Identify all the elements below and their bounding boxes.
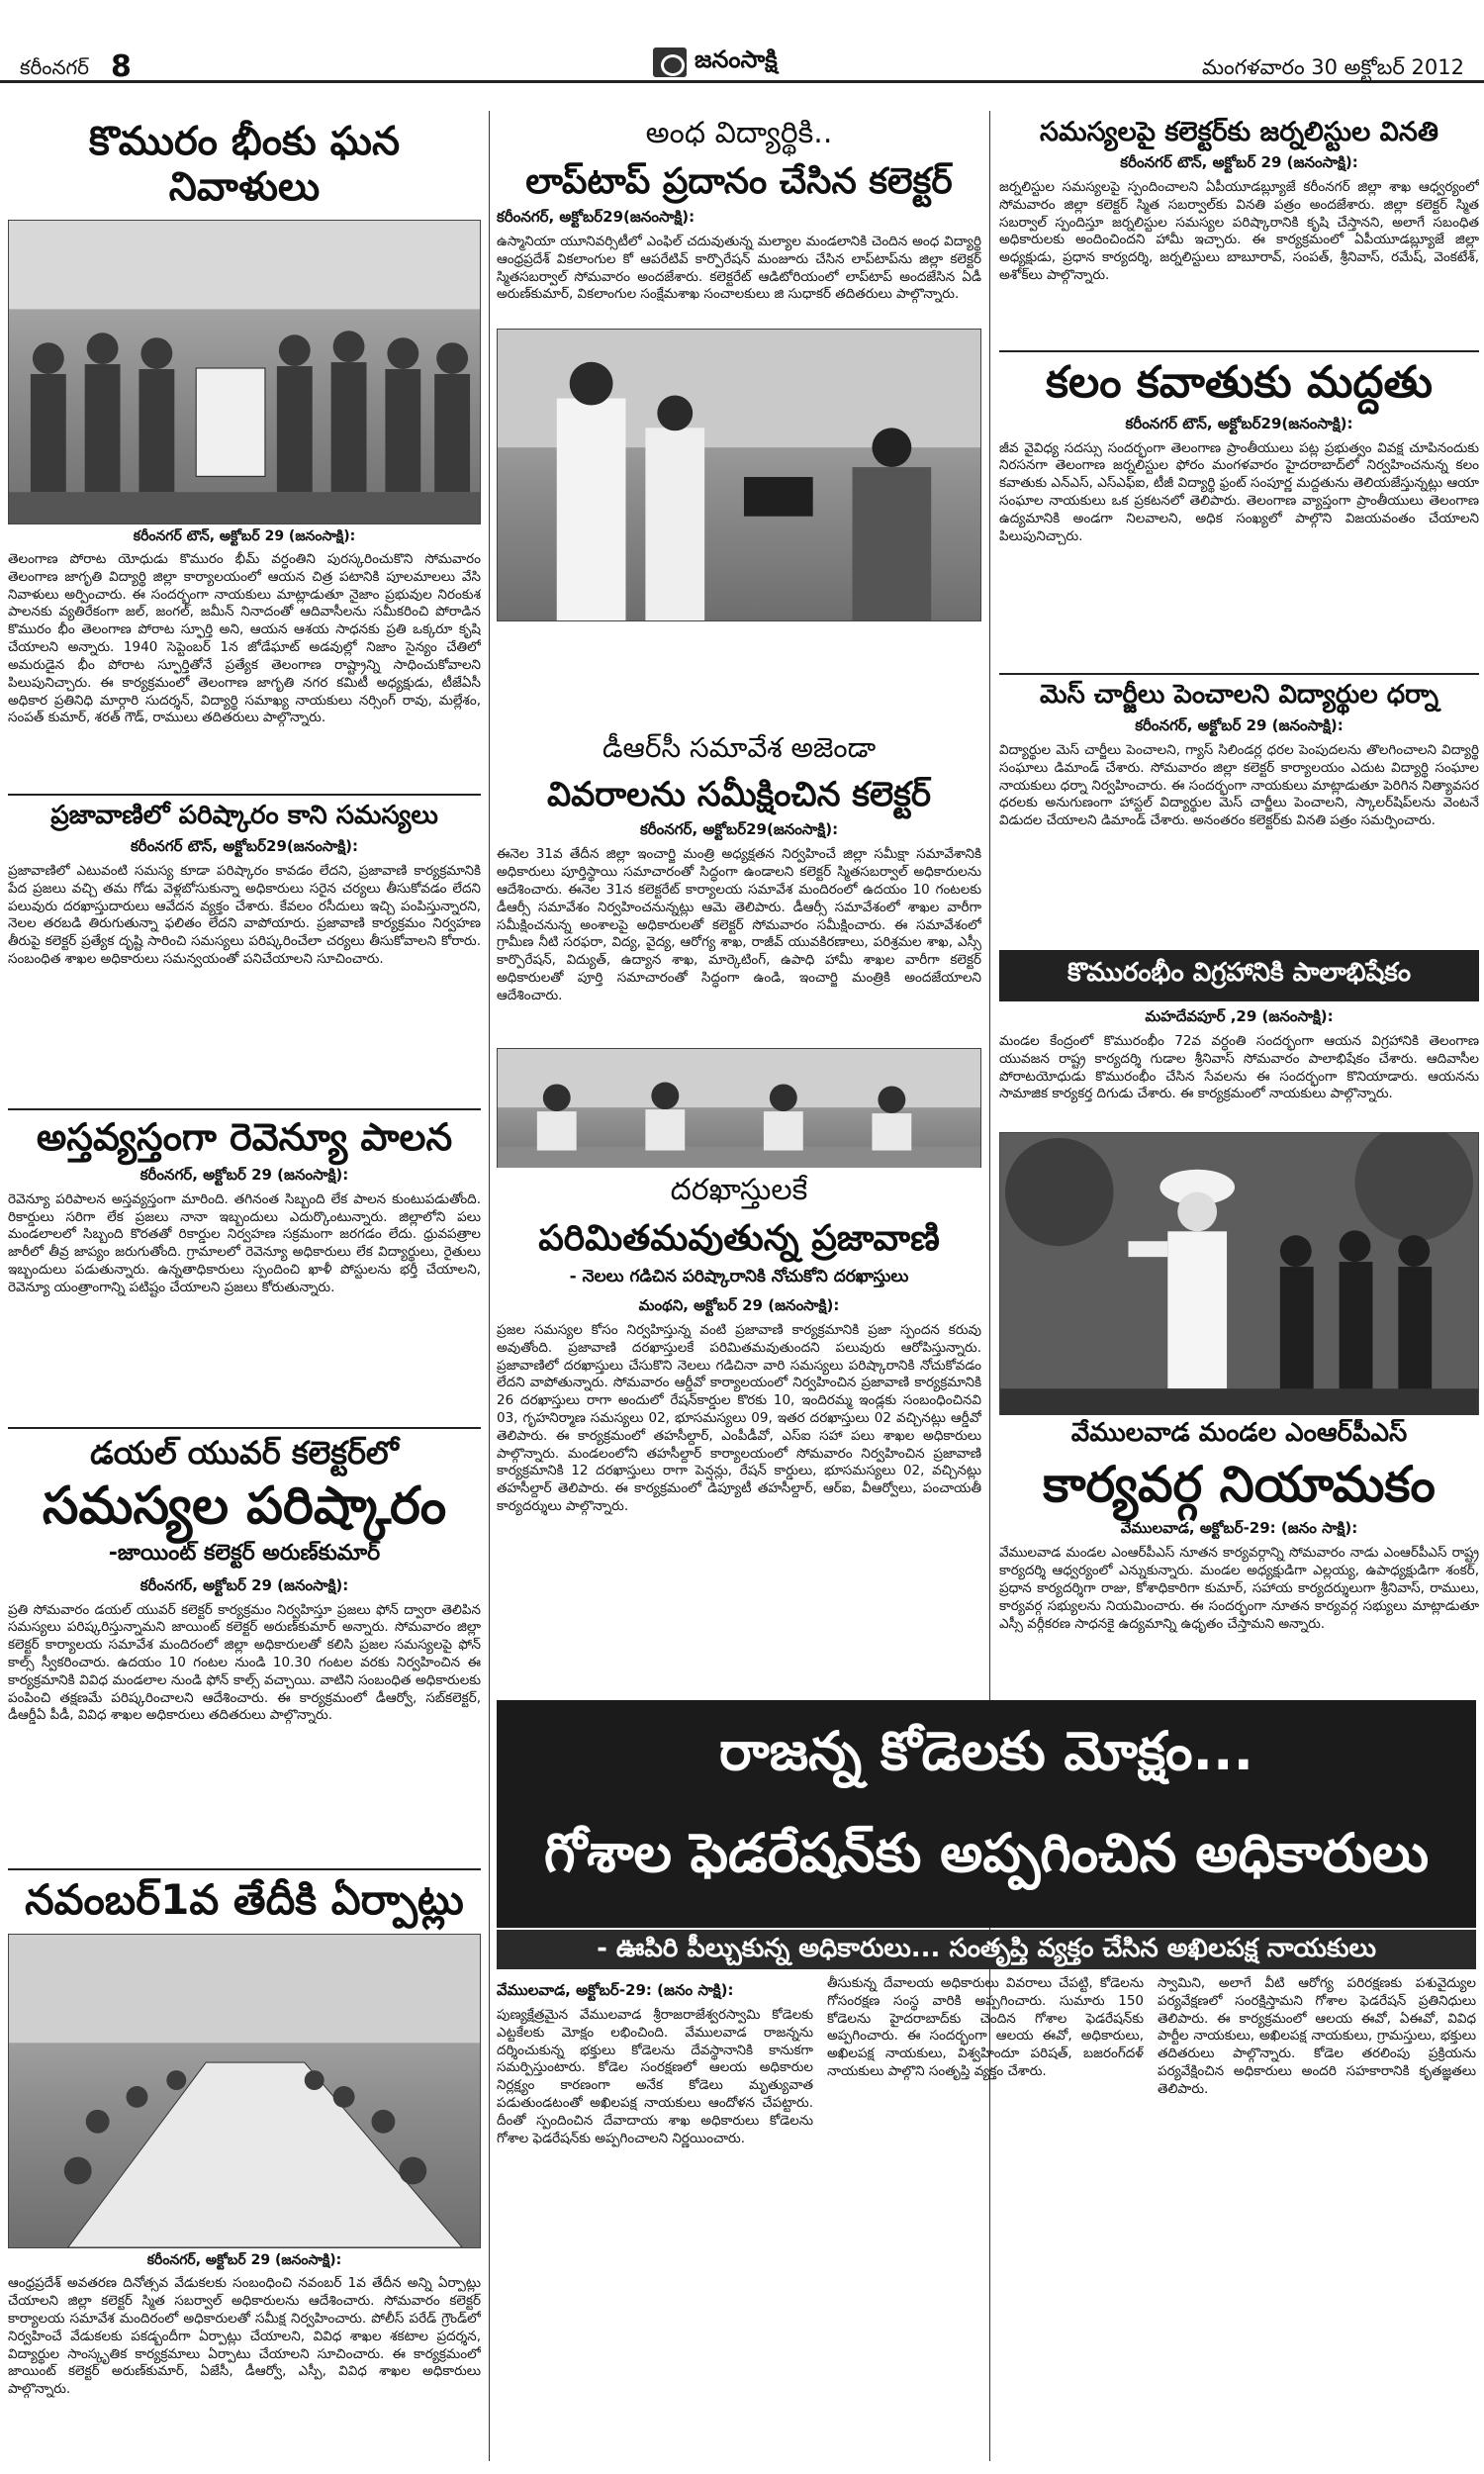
- dateline: మహదేవపూర్ ,29 (జనంసాక్షి):: [1145, 1007, 1334, 1025]
- article-body: జర్నలిస్టుల సమస్యలపై స్పందించాలని ఏపీయూడబ్ల్యూజే కరీంనగర్ జిల్లా శాఖ ఆధ్వర్యంలో సోమవారం జిల్లా కలెక్టర్ స్మిత సబర్వాల్‌కు వినతి పత్రం అందజేశారు. జిల్లా కలెక్టర్ స్మిత సబర్వాల్ స్పందిస్తూ జర్నలిస్టుల సమస్యల పరిష్కారానికి కృషి చేస్తానని, అలాగే సబంధిత అధికారులకు అందించిందని హామీ ఇచ్చారు. ఈ కార్యక్రమంలో ఏపీయూడబ్ల్యూజే జిల్లా అధ్యక్షుడు, ప్రధాన కార్యదర్శి, జర్నలిస్టులు బాబూరావ్, సంపత్, శ్రీనివాస్, రమేష్, వెంకటేశ్, అశోక్‌లు పాల్గొన్నారు.: [999, 179, 1479, 284]
- article-byline: -జాయింట్ కలెక్టర్ అరుణ్‌కుమార్: [108, 1540, 381, 1566]
- photo-drc-meeting: [497, 1048, 981, 1168]
- article-body: తీసుకున్న దేవాలయ అధికారులు వివరాలు చేపట్టి, కోడెలను గోసంరక్షణ సంస్థ వారికి అప్పగించారు. సుమారు 150 కోడెలను హైదరాబాద్‌కు చెందిన గోశాల ఫెడరేషన్‌కు అప్పగించారు. ఈ సందర్భంగా ఆలయ ఈవో, అధికారులు, అఖిలపక్ష నాయకులు, విశ్వహిందూ పరిషత్, బజరంగ్‌దళ్ నాయకులు పాల్గొని సంతృప్తి వ్యక్తం చేశారు.: [827, 1975, 1144, 2080]
- article-laptop: [497, 117, 981, 730]
- issue-date: మంగళవారం 30 అక్టోబర్ 2012: [1201, 55, 1464, 79]
- section-rule: [8, 1108, 481, 1110]
- banner-column-3: [1158, 1975, 1476, 2460]
- photo-caption: కరీంనగర్ టౌన్, అక్టోబర్ 29 (జనంసాక్షి):: [133, 528, 356, 544]
- article-title: సమస్యలపై కలెక్టర్‌కు జర్నలిస్టుల వినతి: [1040, 117, 1438, 147]
- section-rule: [8, 1868, 481, 1870]
- section-rule: [999, 673, 1479, 675]
- article-body: విద్యార్థుల మెస్ చార్జీలు పెంచాలని, గ్యాస్ సిలిండర్ల ధరల పెంపుదలను తొలగించాలని విద్యార్థి సంఘాలు డిమాండ్ చేశారు. సోమవారం జిల్లా కలెక్టర్ కార్యాలయం ఎదుట విద్యార్థి సంఘాల నాయకులు ధర్నా నిర్వహించారు. ఈ సందర్భంగా నాయకులు మాట్లాడుతూ పెరిగిన నిత్యావసర ధరలకు అనుగుణంగా హాస్టల్ విద్యార్థుల మెస్ చార్జీలు పెంచాలని, స్కాలర్‌షిప్‌లను వెంటనే విడుదల చేయాలని డిమాండ్ చేశారు. అనంతరం కలెక్టర్‌కు వినతి పత్రం సమర్పించారు.: [999, 741, 1479, 829]
- dateline: కరీంనగర్, అక్టోబర్ 29 (జనంసాక్షి):: [1135, 715, 1344, 734]
- photo-caption: కరీంనగర్, అక్టోబర్ 29 (జనంసాక్షి):: [146, 2252, 342, 2269]
- dateline: కరీంనగర్, అక్టోబర్ 29 (జనంసాక్షి):: [139, 1165, 349, 1184]
- article-body: పుణ్యక్షేత్రమైన వేములవాడ శ్రీరాజరాజేశ్వరస్వామి కోడెలకు ఎట్టకేలకు మోక్షం లభించింది. వేములవాడ రాజన్నను దర్శించుకున్న భక్తులు కోడెలను దేవస్థానానికి కానుకగా సమర్పిస్తుంటారు. కోడెల సంరక్షణలో ఆలయ అధికారుల నిర్లక్ష్యం కారణంగా అనేక కోడెలు మృత్యువాత పడుతుండటంతో అఖిలపక్ష నాయకులు ఆందోళన చేపట్టారు. దీంతో స్పందించిన దేవాదాయ శాఖ అధికారులు కోడెలను గోశాల ఫెడరేషన్‌కు అప్పగించాలని నిర్ణయించారు.: [497, 2007, 813, 2146]
- article-title: కొమురం భీంకు ఘన నివాళులు: [88, 119, 401, 210]
- page-number: 8: [111, 49, 132, 84]
- article-revenue: [8, 1112, 481, 1429]
- article-title-line1: డయల్ యువర్ కలెక్టర్‌లో: [90, 1434, 399, 1472]
- article-title-line1: వేములవాడ మండల ఎంఆర్‌పీఎస్: [1070, 1419, 1408, 1448]
- article-dial-your-collector: [8, 1431, 481, 1866]
- section-rule: [8, 1427, 481, 1429]
- article-body: ఈనెల 31వ తేదీన జిల్లా ఇంచార్జి మంత్రి అధ్యక్షతన నిర్వహించే జిల్లా సమీక్షా సమావేశానికి అధికారులు పూర్తిస్థాయి సమాచారంతో సిద్ధంగా ఉండాలని కలెక్టర్ స్మితసబర్వాల్ అధికారులను ఆదేశించారు. ఈనెల 31న కలెక్టరేట్ కార్యాలయ సమావేశ మందిరంలో ఉదయం 10 గంటలకు డీఆర్సీ సమావేశం నిర్వహించనున్నట్లు ఆమె తెలిపారు. డీఆర్సీ సమావేశంలో శాఖల వారీగా సమీక్షించనున్న అంశాలపై అధికారులతో కలెక్టర్ సోమవారం సమీక్షించారు. ఈ సమావేశంలో గ్రామీణ నీటి సరఫరా, విద్య, వైద్య, ఆరోగ్య శాఖ, రాజీవ్ యువకిరణాలు, పరిశ్రమల శాఖ, ఎస్సీ కార్పొరేషన్, విద్యుత్, ఉద్యాన శాఖ, మార్కెటింగ్, ఉపాధి హామీ శాఖల వారీగా కలెక్టర్ అధికారులతో పూర్తి సమాచారంతో సిద్ధంగా ఉండి, ఇంచార్జి మంత్రికి అందజేయాలని ఆదేశించారు.: [497, 846, 981, 1003]
- dateline: కరీంనగర్ టౌన్, అక్టోబర్29(జనంసాక్షి):: [130, 836, 359, 855]
- article-body: మండల కేంద్రంలో కొమురంభీం 72వ వర్ధంతి సందర్భంగా ఆయన విగ్రహానికి తెలంగాణ యువజన రాష్ట్ర కార్యదర్శి గుడాల శ్రీనివాస్ సోమవారం పాలాభిషేకం చేశారు. ఆదివాసీల పోరాటయోధుడు కొమురంభీం చేసిన సేవలను ఈ సందర్భంగా కొనియాడారు. ఆయనను సామాజిక కార్యకర్త దిగుడు చేశారు. ఈ కార్యక్రమంలో నాయకులు పాల్గొన్నారు.: [999, 1033, 1479, 1102]
- dateline: వేములవాడ, అక్టోబర్-29: (జనం సాక్షి):: [497, 1981, 734, 1999]
- dateline: కరీంనగర్ టౌన్, అక్టోబర్29(జనంసాక్షి):: [1125, 414, 1353, 432]
- article-title: ప్రజావాణిలో పరిష్కారం కాని సమస్యలు: [50, 801, 438, 830]
- article-title-line1: డీఆర్‌సీ సమావేశ అజెండా: [602, 732, 877, 764]
- article-body: స్వామిని, అలాగే వీటి ఆరోగ్య పరిరక్షణకు పశువైద్యుల పర్యవేక్షణలో సంరక్షిస్తామని గోశాల ఫెడరేషన్ ప్రతినిధులు తెలిపారు. ఈ కార్యక్రమంలో ఆలయ ఈవో, ఏఈవో, వివిధ పార్టీల నాయకులు, అఖిలపక్ష నాయకులు, గ్రామస్తులు, భక్తులు తదితరులు పాల్గొన్నారు. కోడెల తరలింపు ప్రక్రియను పర్యవేక్షించిన అధికారులు అందరి సహకారానికి కృతజ్ఞతలు తెలిపారు.: [1158, 1975, 1476, 2097]
- dateline: మంథని, అక్టోబర్ 29 (జనంసాక్షి):: [638, 1295, 840, 1314]
- article-title-line2: వివరాలను సమీక్షించిన కలెక్టర్: [546, 775, 932, 815]
- photo-laptop-handover: [497, 329, 981, 621]
- article-title: మెస్ చార్జీలు పెంచాలని విద్యార్థుల ధర్నా: [1039, 680, 1439, 710]
- banner-subtitle: - ఊపిరి పీల్చుకున్న అధికారులు... సంతృప్తి వ్యక్తం చేసిన అఖిలపక్ష నాయకులు: [497, 1930, 1476, 1969]
- article-title-line2: కార్యవర్గ నియామకం: [1043, 1455, 1436, 1513]
- dateline: కరీంనగర్, అక్టోబర్29(జనంసాక్షి):: [497, 207, 696, 226]
- photo-laptop-icon: [498, 330, 980, 620]
- article-drc: [497, 732, 981, 1168]
- article-prajavani-limited: [497, 1174, 981, 1783]
- article-body: ఆంధ్రప్రదేశ్ అవతరణ దినోత్సవ వేడుకలకు సంబంధించి నవంబర్ 1వ తేదీన అన్ని ఏర్పాట్లు చేయాలని జిల్లా కలెక్టర్ స్మిత సబర్వాల్ అధికారులను ఆదేశించారు. సోమవారం కలెక్టర్ కార్యాలయ సమావేశ మందిరంలో అధికారులతో సమీక్ష నిర్వహించారు. పోలీస్ పరేడ్ గ్రౌండ్‌లో నిర్వహించే వేడుకలకు పకడ్బందీగా ఏర్పాట్లు చేయాలని, వివిధ శాఖల శకటాల ప్రదర్శన, విద్యార్థుల సాంస్కృతిక కార్యక్రమాలు ఏర్పాటు చేయాలని సూచించారు. ఈ కార్యక్రమంలో జాయింట్ కలెక్టర్ అరుణ్‌కుమార్, ఏజేసీ, డీఆర్వో, ఎస్పీ, వివిధ శాఖల అధికారులు పాల్గొన్నారు.: [8, 2275, 481, 2398]
- article-body: ప్రతి సోమవారం డయల్ యువర్ కలెక్టర్ కార్యక్రమం నిర్వహిస్తూ ప్రజలు ఫోన్ ద్వారా తెలిపిన సమస్యలు పరిష్కరిస్తున్నామని జాయింట్ కలెక్టర్ అరుణ్‌కుమార్ అన్నారు. సోమవారం జిల్లా కలెక్టర్ కార్యాలయ సమావేశ మందిరంలో జిల్లా అధికారులతో కలిసి ప్రజల సమస్యలపై ఫోన్ కాల్స్ స్వీకరించారు. ఉదయం 10 గంటల నుండి 10.30 గంటల వరకు నిర్వహించిన ఈ కార్యక్రమానికి వివిధ మండలాల నుండి ఫోన్ కాల్స్ వచ్చాయి. వాటిని సంబంధిత అధికారులకు పంపించి తక్షణమే పరిష్కరించాలని ఆదేశించారు. ఈ కార్యక్రమంలో డీఆర్వో, సబ్‌కలెక్టర్, డీఆర్డీఏ పీడీ, వివిధ శాఖల అధికారులు తదితరులు పాల్గొన్నారు.: [8, 1601, 481, 1724]
- article-body: వేములవాడ మండల ఎంఆర్‌పీఎస్ నూతన కార్యవర్గాన్ని సోమవారం నాడు ఎంఆర్‌పీఎస్ రాష్ట్ర కార్యదర్శి ఆధ్వర్యంలో ఎన్నుకున్నారు. మండల అధ్యక్షుడిగా ఎల్లయ్య, ఉపాధ్యక్షుడిగా శంకర్, ప్రధాన కార్యదర్శిగా రాజు, కోశాధికారిగా కుమార్, సహాయ కార్యదర్శులుగా శ్రీనివాస్, రాములు, కార్యవర్గ సభ్యులను నియమించారు. ఈ సందర్భంగా నూతన కార్యవర్గ సభ్యులు మాట్లాడుతూ ఎస్సీ వర్గీకరణ సాధనకై ఉద్యమాన్ని ఉధృతం చేస్తామని అన్నారు.: [999, 1545, 1479, 1632]
- article-title: కొమురంభీం విగ్రహానికి పాలాభిషేకం: [999, 950, 1479, 1001]
- photo-meeting-icon: [9, 1935, 480, 2247]
- photo-statue: [999, 1132, 1479, 1415]
- dateline: కరీంనగర్, అక్టోబర్29(జనంసాక్షి):: [639, 820, 839, 839]
- paper-logo: [653, 46, 841, 79]
- photo-review-meeting: [8, 1934, 481, 2248]
- banner-title-line2: గోశాల ఫెడరేషన్‌కు అప్పగించిన అధికారులు: [543, 1822, 1430, 1884]
- section-rule: [999, 350, 1479, 352]
- article-title-line2: లాప్‌టాప్ ప్రదానం చేసిన కలెక్టర్: [525, 160, 953, 202]
- logo-mark-icon: [653, 48, 687, 77]
- article-body: జీవ వైవిధ్య సదస్సు సందర్భంగా తెలంగాణ ప్రాంతీయులు పట్ల ప్రభుత్వం వివక్ష చూపినందుకు నిరసనగా తెలంగాణ జర్నలిస్టుల ఫోరం మంగళవారం హైదరాబాద్‌లో నిర్వహించనున్న కలం కవాతుకు ఎన్ఎస్, ఎస్ఎఫ్ఐ, టీజీ విద్యార్థి ఫ్రంట్ సంపూర్ణ మద్దతును తెలియజేస్తున్నట్లు ఆయా సంఘాల నాయకులు ఒక ప్రకటనలో తెలిపారు. తెలంగాణ వ్యాప్తంగా ప్రాంతీయులు తెలంగాణ ఉద్యమానికి అండగా నిలవాలని, అధిక సంఖ్యలో పాల్గొని విజయవంతం చేయాలని పిలుపునిచ్చారు.: [999, 439, 1479, 544]
- banner-headline-box: [497, 1700, 1476, 1928]
- article-title: కలం కవాతుకు మద్దతు: [1046, 357, 1433, 408]
- article-palabhishekam: [999, 950, 1479, 1415]
- article-kalam-kavathu: [999, 354, 1479, 671]
- photo-statue-icon: [1000, 1133, 1478, 1415]
- article-title: అస్తవ్యస్తంగా రెవెన్యూ పాలన: [36, 1115, 453, 1159]
- banner-column-2: [827, 1975, 1144, 2460]
- article-subtitle: - నెలలు గడిచిన పరిష్కారానికి నోచుకోని దరఖాస్తులు: [569, 1266, 909, 1286]
- article-body: రెవెన్యూ పరిపాలన అస్తవ్యస్తంగా మారింది. తగినంత సిబ్బంది లేక పాలన కుంటుపడుతోంది. రికార్డులు సరిగా లేక ప్రజలు నానా ఇబ్బందులు ఎదుర్కొంటున్నారు. జిల్లాలోని పలు మండలాలలో సిబ్బంది కొరతతో రికార్డుల నిర్వహణ సక్రమంగా జరగడం లేదు. ధ్రువపత్రాల జారీలో తీవ్ర జాప్యం జరుగుతోంది. గ్రామాలలో రెవెన్యూ అధికారులు లేక విద్యార్థులు, రైతులు ఇబ్బందులు పడుతున్నారు. ఉన్నతాధికారులు స్పందించి ఖాళీ పోస్టులను భర్తీ చేయాలని, రెవెన్యూ యంత్రాంగాన్ని పటిష్టం చేయాలని ప్రజలు కోరుతున్నారు.: [8, 1190, 481, 1295]
- article-title-line1: అంధ విద్యార్థికి..: [645, 117, 833, 150]
- banner-column-1: [497, 1975, 813, 2462]
- article-komuram-bheem: [8, 119, 481, 891]
- masthead: [0, 0, 1484, 83]
- article-title: నవంబర్1వ తేదీకి ఏర్పాట్లు: [25, 1875, 464, 1924]
- photo-people-icon: [9, 221, 480, 523]
- section-name: కరీంనగర్: [20, 55, 89, 79]
- photo-students-tribute: [8, 220, 481, 524]
- dateline: వేములవాడ, అక్టోబర్-29: (జనం సాక్షి):: [1120, 1519, 1358, 1538]
- article-journalists: [999, 117, 1479, 354]
- article-body: ప్రజల సమస్యల కోసం నిర్వహిస్తున్న వంటి ప్రజావాణి కార్యక్రమానికి ప్రజా స్పందన కరువు అవుతోంది. ప్రజావాణి దరఖాస్తులకే పరిమితమవుతుందని పలువురు ఆరోపిస్తున్నారు. ప్రజావాణిలో దరఖాస్తులు చేసుకొని నెలలు గడిచినా వారి సమస్యలు పరిష్కారానికి నోచుకోవడం లేదని వాపోతున్నారు. సోమవారం ఆర్డీవో కార్యాలయంలో నిర్వహించిన ప్రజావాణి కార్యక్రమానికి 26 దరఖాస్తులు రాగా అందులో రేషన్‌కార్డుల కొరకు 10, ఇందిరమ్మ ఇండ్లకు సంబంధించినవి 03, గృహనిర్మాణ సమస్యలు 02, భూసమస్యలు 09, ఇతర దరఖాస్తులు 02 వచ్చినట్లు ఆర్డీవో తెలిపారు. ఈ కార్యక్రమంలో తహసీల్దార్, ఎంపీడీవో, ఎస్ఐ సహా పలు శాఖల అధికారులు పాల్గొన్నారు. మండలంలోని తహసీల్దార్ కార్యాలయంలో సోమవారం నిర్వహించిన ప్రజావాణి కార్యక్రమానికి 12 దరఖాస్తులు రాగా పెన్షన్లు, రేషన్ కార్డులు, భూసమస్యలు 02, వచ్చినట్లు తహసీల్దార్ తెలిపారు. ఈ కార్యక్రమంలో డిప్యూటీ తహసీల్దార్, ఆర్ఐ, వీఆర్వోలు, పంచాయతీ కార్యదర్శులు పాల్గొన్నారు.: [497, 1321, 981, 1515]
- photo-officials-icon: [498, 1049, 980, 1168]
- article-body: తెలంగాణ పోరాట యోధుడు కొమురం భీమ్ వర్ధంతిని పురస్కరించుకొని సోమవారం తెలంగాణ జాగృతి విద్యార్థి జిల్లా కార్యాలయంలో ఆయన చిత్ర పటానికి పూలమాలలు వేసి నివాళులు అర్పించారు. ఈ సందర్భంగా నాయకులు మాట్లాడుతూ నైజాం ప్రభువుల నిరంకుశ పాలనకు వ్యతిరేకంగా జల్, జంగల్, జమీన్ నినాదంతో ఆదివాసీలను సమీకరించి పోరాడిన కొమురం భీం తెలంగాణ పోరాట స్ఫూర్తి అని, ఆయన ఆశయ సాధనకు ప్రతి ఒక్కరూ కృషి చేయాలని అన్నారు. 1940 సెప్టెంబర్ 1న జోడేఘాట్ అడవుల్లో నిజాం సైన్యం చేతిలో అమరుడైన భీం పోరాట స్ఫూర్తితోనే ప్రత్యేక తెలంగాణ రాష్ట్రాన్ని సాధించుకోవాలని పిలుపునిచ్చారు. ఈ కార్యక్రమంలో తెలంగాణ జాగృతి నగర కమిటీ అధ్యక్షుడు, టీజేఏసీ అధికార ప్రతినిధి మార్గారి సుదర్శన్, విద్యార్థి సమాఖ్య నాయకులు నర్సింగ్ రావు, మల్లేశం, సంపత్ కుమార్, శరత్ గౌడ్, రాములు తదితరులు పాల్గొన్నారు.: [8, 551, 481, 726]
- dateline: కరీంనగర్ టౌన్, అక్టోబర్ 29 (జనంసాక్షి):: [1120, 153, 1358, 172]
- section-rule: [8, 794, 481, 796]
- paper-name: జనంసాక్షి: [695, 46, 778, 73]
- article-title-line2: సమస్యల పరిష్కారం: [42, 1475, 447, 1536]
- article-november-1: [8, 1872, 481, 2466]
- article-title-line1: దరఖాస్తులకే: [670, 1174, 808, 1207]
- article-mess-charges: [999, 677, 1479, 954]
- article-body: ఉస్మానియా యూనివర్సిటీలో ఎంఫిల్ చదువుతున్న మల్యాల మండలానికి చెందిన అంధ విద్యార్థి ఆంధ్రప్రదేశ్ వికలాంగుల కో ఆపరేటివ్ కార్పొరేషన్ మంజూరు చేసిన లాప్‌టాప్‌ను జిల్లా కలెక్టర్ స్మితసబర్వాల్ సోమవారం అందజేశారు. కలెక్టరేట్ ఆడిటోరియంలో లాప్‌టాప్ అందజేసిన ఏడీ అరుణ్‌కుమార్, వికలాంగుల సంక్షేమశాఖ సంచాలకులు జి సుధాకర్ తదితరులు పాల్గొన్నారు.: [497, 233, 981, 303]
- dateline: కరీంనగర్, అక్టోబర్ 29 (జనంసాక్షి):: [139, 1575, 349, 1594]
- article-body: ప్రజావాణిలో ఎటువంటి సమస్య కూడా పరిష్కారం కావడం లేదని, ప్రజావాణి కార్యక్రమానికి పేద ప్రజలు వచ్చి తమ గోడు వెళ్లబోసుకున్నా అధికారులు సరైన చర్యలు తీసుకోవడం లేదని పలువురు దరఖాస్తుదారులు ఆవేదన వ్యక్తం చేశారు. కేవలం రసీదులు ఇచ్చి పంపిస్తున్నారని, నెలల తరబడి తిరుగుతున్నా ఫలితం లేదని వాపోయారు. ప్రజావాణి కార్యక్రమం నిర్వహణ తీరుపై కలెక్టర్ ప్రత్యేక దృష్టి సారించి సమస్యలు పరిష్కరించేలా చర్యలు తీసుకోవాలని కోరారు. సంబంధిత శాఖల అధికారులు సమన్వయంతో పనిచేయాలని సూచించారు.: [8, 862, 481, 967]
- column-divider: [489, 111, 490, 2461]
- article-prajavani: [8, 798, 481, 1114]
- banner-title-line1: రాజన్న కోడెలకు మోక్షం...: [719, 1720, 1253, 1782]
- article-title-line2: పరిమితమవుతున్న ప్రజావాణి: [538, 1217, 940, 1259]
